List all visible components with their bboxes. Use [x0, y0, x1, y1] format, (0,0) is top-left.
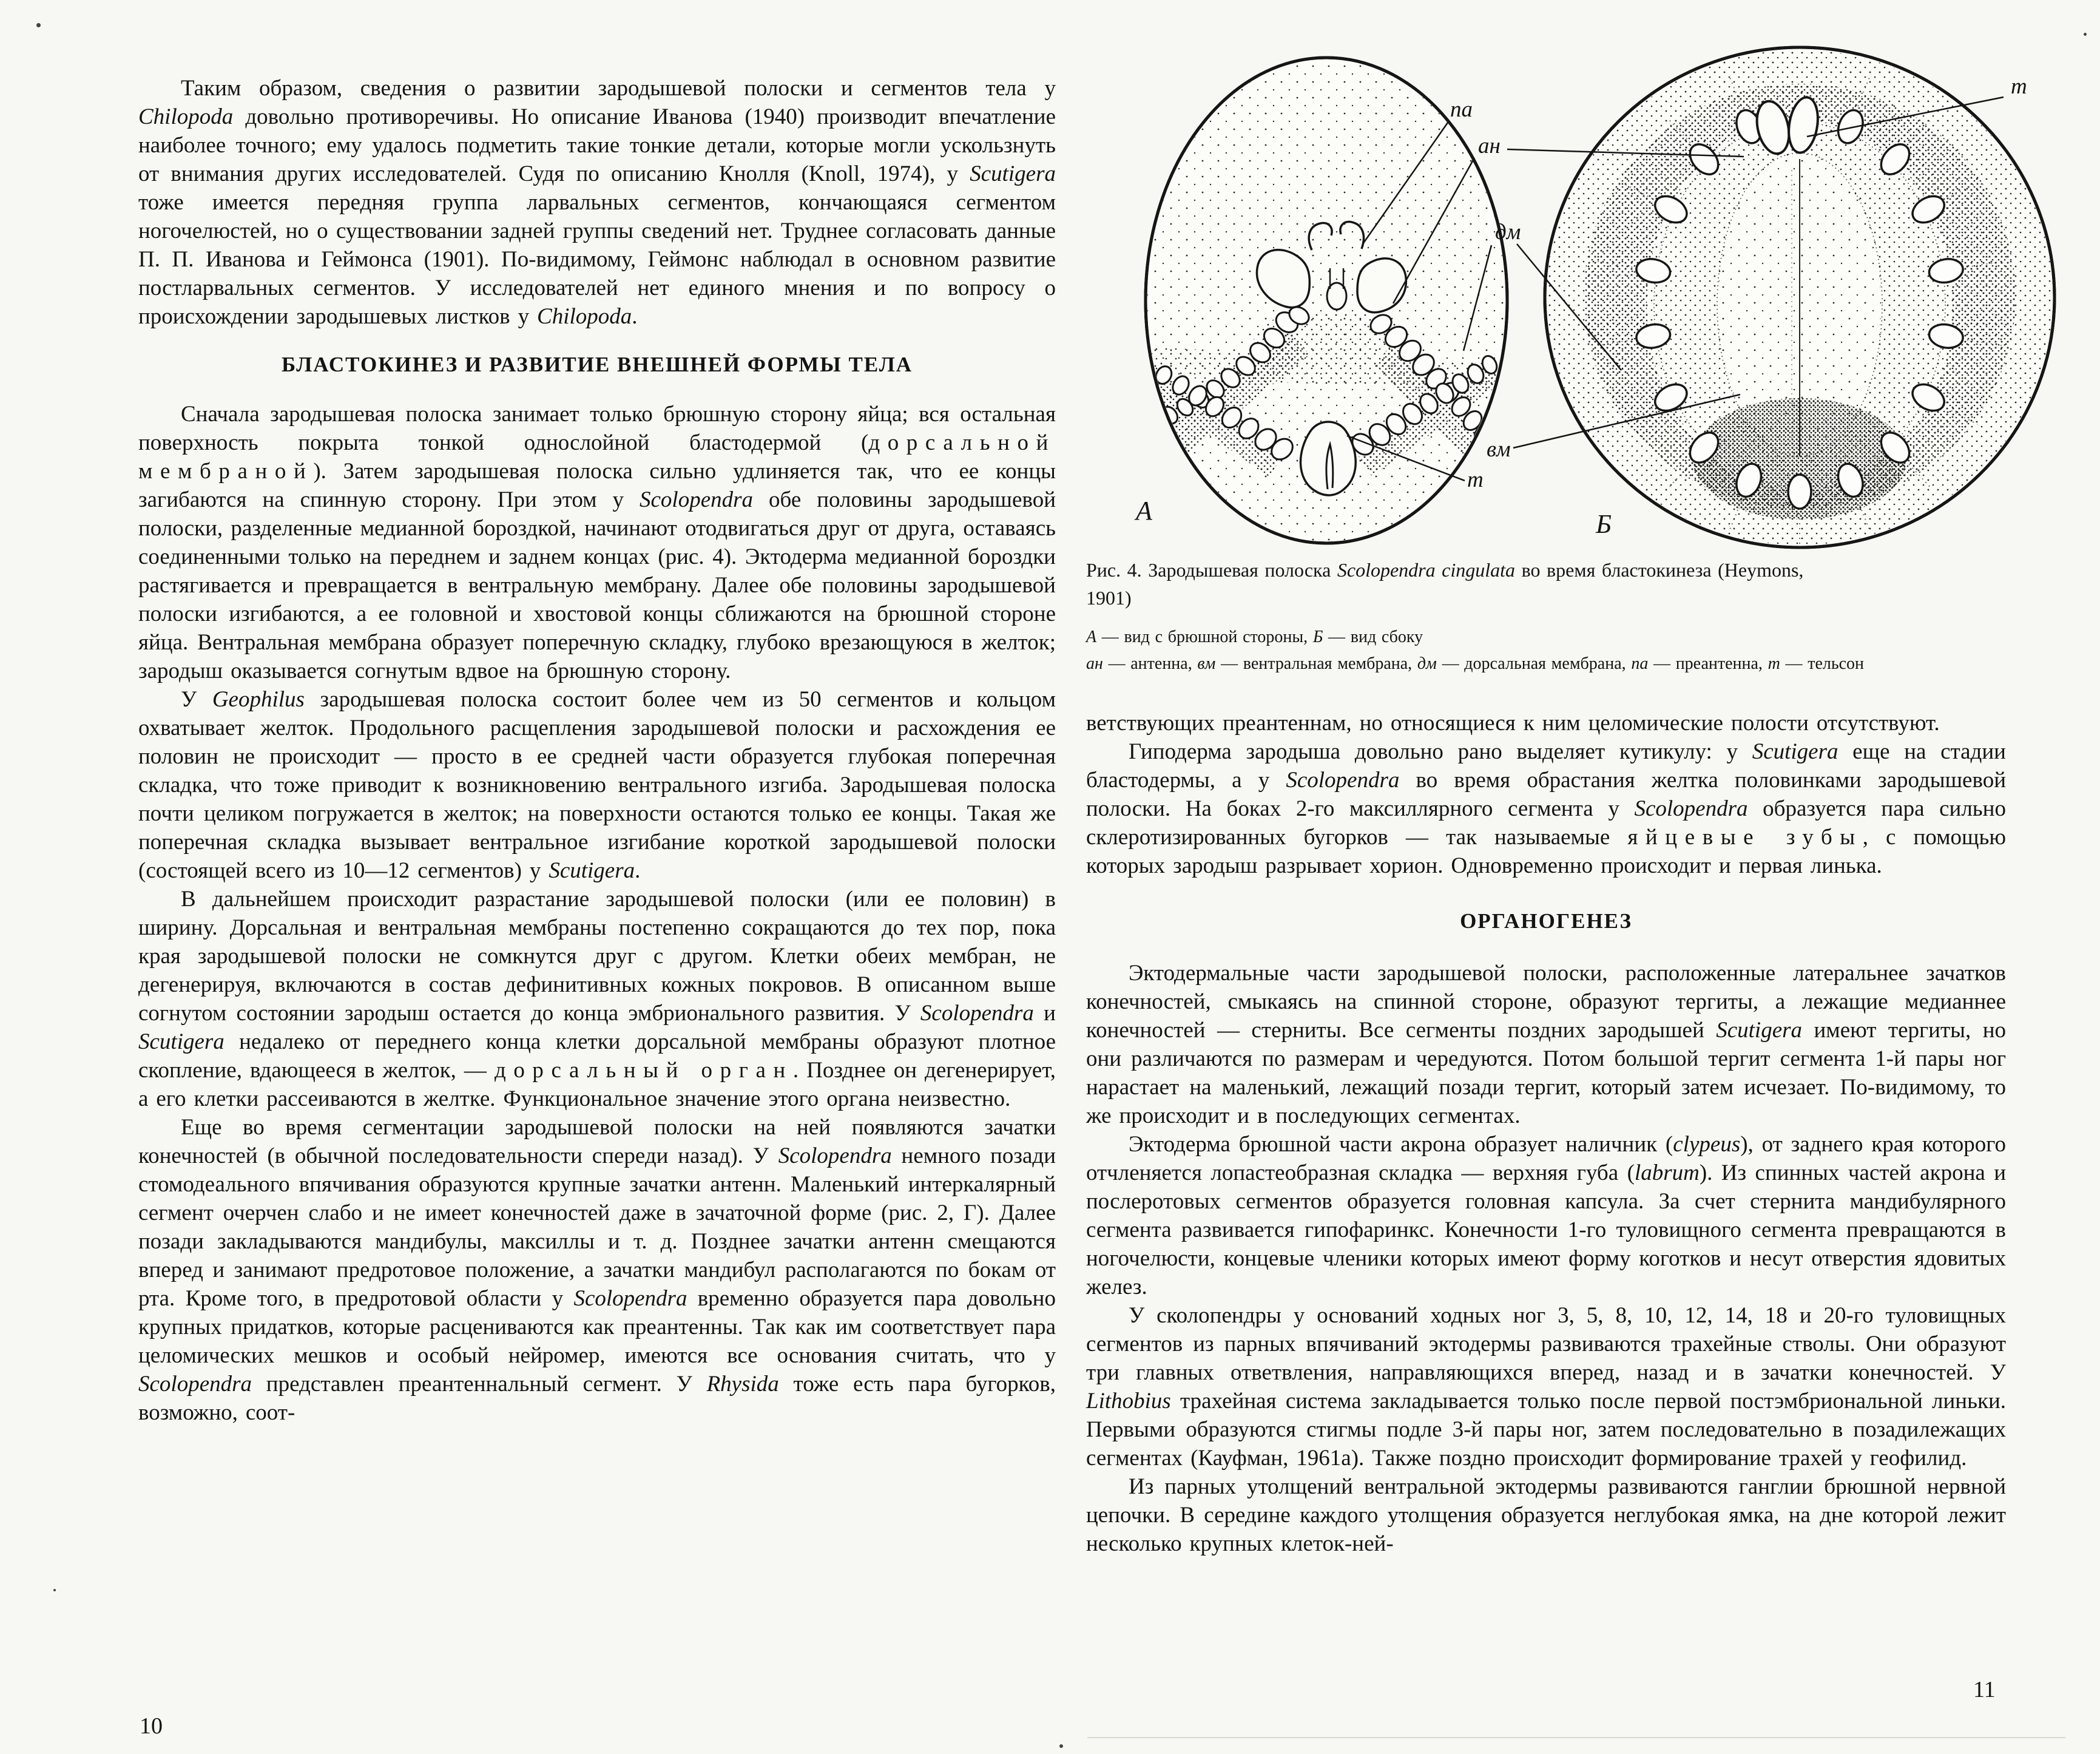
paragraph-hypoderm-cuticle: Гиподерма зародыша довольно рано выделяет кутикулу: у Scutigera еще на стадии бластодермы, а у Scolopendra во время обрастания желтка половинками зародышевой полоски. На боках 2-го максиллярного сегмента у Scolopendra образуется пара сильно склеротизированных бугорков — так называемые яйцевые зубы, с помощью которых зародыш разрывает хорион. Одновременно происходит и первая линька.	[1086, 739, 2006, 878]
figure-label: вм	[1487, 437, 1511, 462]
telson-loop	[1300, 422, 1356, 495]
scan-artifact-rule	[1087, 1737, 2065, 1738]
paragraph-head-capsule: Эктодерма брюшной части акрона образует наличник (clypeus), от заднего края которого отчленяется лопастеобразная складка — верхняя губа (labrum). Из спинных частей акрона и послеротовых сегментов образуется головная капсула. За счет стернита мандибулярного сегмента развивается гипофаринкс. Конечности 1-го туловищного сегмента превращаются в ногочелюсти, концевые членики которых имеют форму коготков и несут отверстия ядовитых желез.	[1086, 1132, 2006, 1299]
left-page-column	[138, 74, 1056, 1427]
figure-label: Б	[1596, 509, 1612, 539]
figure-legend-views: А — вид с брюшной стороны, Б — вид сбоку	[1086, 628, 1423, 646]
figure-label: А	[1136, 496, 1152, 526]
paragraph-chilopoda-summary: Таким образом, сведения о развитии зародышевой полоски и сегментов тела у Chilopoda довольно противоречивы. Но описание Иванова (1940) производит впечатление наиболее точного; ему удалось подметить такие тонкие детали, которые могли ускользнуть от внимания других исследователей. Судя по описанию Кнолля (Knoll, 1974), у Scutigera тоже имеется передняя группа ларвальных сегментов, кончающаяся сегментом ногочелюстей, но о существовании задней группы сведений нет. Труднее согласовать данные П. П. Иванова и Геймонса (1901). По-видимому, Геймонс наблюдал в основном развитие постларвальных сегментов. У исследователей нет единого мнения и по вопросу о происхождении зародышевых листков у Chilopoda.	[138, 76, 1056, 329]
scan-speck	[1059, 1744, 1063, 1748]
section-heading-organogenesis: ОРГАНОГЕНЕЗ	[1460, 909, 1632, 933]
embryo-b-side-view	[1542, 42, 2058, 551]
scan-speck	[2084, 33, 2087, 36]
figure-label: ан	[1478, 134, 1501, 158]
scan-speck	[36, 23, 41, 27]
embryo-figure-svg	[1120, 30, 2093, 551]
paragraph-nerve-cord: Из парных утолщений вентральной эктодермы развиваются ганглии брюшной нервной цепочки. В середине каждого утолщения образуется неглубокая ямка, на дне которой лежит несколько крупных клеток-ней-	[1086, 1474, 2006, 1556]
paragraph-membranes: В дальнейшем происходит разрастание зародышевой полоски (или ее половин) в ширину. Дорсальная и вентральная мембраны постепенно сокращаются до тех пор, пока края зародышевой полоски не сомкнутся друг с другом. Клетки обеих мембран, не дегенерируя, включаются в состав дефинитивных кожных покровов. В описанном выше согнутом состоянии зародыш остается до конца эмбрионального развития. У Scolopendra и Scutigera недалеко от переднего конца клетки дорсальной мембраны образуют плотное скопление, вдающееся в желток, — дорсальный орган. Позднее он дегенерирует, а его клетки рассеиваются в желтке. Функциональное значение этого органа неизвестно.	[138, 887, 1056, 1111]
right-page-column	[1086, 709, 2006, 1558]
figure-caption-block	[1086, 556, 1996, 677]
paragraph-limb-buds: Еще во время сегментации зародышевой полоски на ней появляются зачатки конечностей (в обычной последовательности спереди назад). У Scolopendra немного позади стомодеального впячивания образуются крупные зачатки антенн. Маленький интеркалярный сегмент очерчен слабо и не имеет конечностей даже в зачаточной форме (рис. 2, Г). Далее позади закладываются мандибулы, максиллы и т. д. Позднее зачатки антенн смещаются вперед и занимают предротовое положение, а зачатки мандибул располагаются по бокам от рта. Кроме того, в предротовой области у Scolopendra временно образуется пара довольно крупных придатков, которые расцениваются как преантенны. Так как им соответствует пара целомических мешков и особый нейромер, имеются все основания считать, что у Scolopendra представлен преантеннальный сегмент. У Rhysida тоже есть пара бугорков, возможно, соот-	[138, 1115, 1056, 1425]
figure-legend-abbreviations: ан — антенна, вм — вентральная мембрана, дм — дорсальная мембрана, па — преантенна, т — тельсон	[1086, 654, 1865, 673]
paragraph-preantennae-continuation: ветствующих преантеннам, но относящиеся к ним целомические полости отсутствуют.	[1086, 711, 1940, 736]
page-number-left: 10	[140, 1713, 163, 1739]
figure-label: т	[1467, 467, 1484, 492]
paragraph-tergites-sternites: Эктодермальные части зародышевой полоски, расположенные латеральнее зачатков конечностей, смыкаясь на спинной стороне, образуют тергиты, а лежащие медианнее конечностей — стерниты. Все сегменты поздних зародышей Scutigera имеют тергиты, но они различаются по размерам и чередуются. Потом большой тергит сегмента 1-й пары ног нарастает на маленький, лежащий позади тергит, который затем исчезает. По-видимому, то же происходит и в последующих сегментах.	[1086, 961, 2006, 1128]
figure-4-embryo-drawing	[1120, 30, 2093, 551]
figure-label: па	[1450, 97, 1473, 122]
figure-caption: Рис. 4. Зародышевая полоска Scolopendra cingulata во время бластокинеза (Heymons, 1901)	[1086, 559, 1804, 609]
section-heading-blastokinesis: БЛАСТОКИНЕЗ И РАЗВИТИЕ ВНЕШНЕЙ ФОРМЫ ТЕЛА	[281, 353, 913, 376]
paragraph-tracheal-system: У сколопендры у оснований ходных ног 3, 5, 8, 10, 12, 14, 18 и 20-го туловищных сегментов из парных впячиваний эктодермы развиваются трахейные стволы. Они образуют три главных ответвления, направляющихся вперед, назад и в зачатки конечностей. У Lithobius трахейная система закладывается только после первой постэмбриональной линьки. Первыми образуются стигмы подле 3-й пары ног, затем последовательно в позадилежащих сегментах (Кауфман, 1961а). Также поздно происходит формирование трахей у геофилид.	[1086, 1303, 2006, 1471]
scan-speck	[53, 1589, 56, 1591]
paragraph-geophilus: У Geophilus зародышевая полоска состоит более чем из 50 сегментов и кольцом охватывает желток. Продольного расщепления зародышевой полоски и расхождения ее половин не происходит — просто в ее средней части образуется глубокая поперечная складка, что тоже приводит к возникновению вентрального изгиба. Зародышевая полоска почти целиком погружается в желток; на поверхности остаются только ее концы. Такая же поперечная складка вызывает вентральное изгибание короткой зародышевой полоски (состоящей всего из 10—12 сегментов) у Scutigera.	[138, 687, 1056, 883]
paragraph-germ-band-start: Сначала зародышевая полоска занимает только брюшную сторону яйца; вся остальная поверхность покрыта тонкой однослойной бластодермой (дорсальной мембраной). Затем зародышевая полоска сильно удлиняется так, что ее концы загибаются на спинную сторону. При этом у Scolopendra обе половины зародышевой полоски, разделенные медианной бороздкой, начинают отодвигаться друг от друга, оставаясь соединенными только на переднем и заднем концах (рис. 4). Эктодерма медианной бороздки растягивается и превращается в вентральную мембрану. Далее обе половины зародышевой полоски изгибаются, а ее головной и хвостовой концы сближаются на брюшной стороне яйца. Вентральная мембрана образует поперечную складку, глубоко врезающуюся в желток; зародыш оказывается согнутым вдвое на брюшную сторону.	[138, 402, 1056, 683]
figure-label: т	[2011, 74, 2027, 99]
embryo-a-ventral-view	[1138, 49, 1521, 551]
figure-label: дм	[1495, 220, 1521, 245]
page-number-right: 11	[1973, 1677, 1996, 1702]
